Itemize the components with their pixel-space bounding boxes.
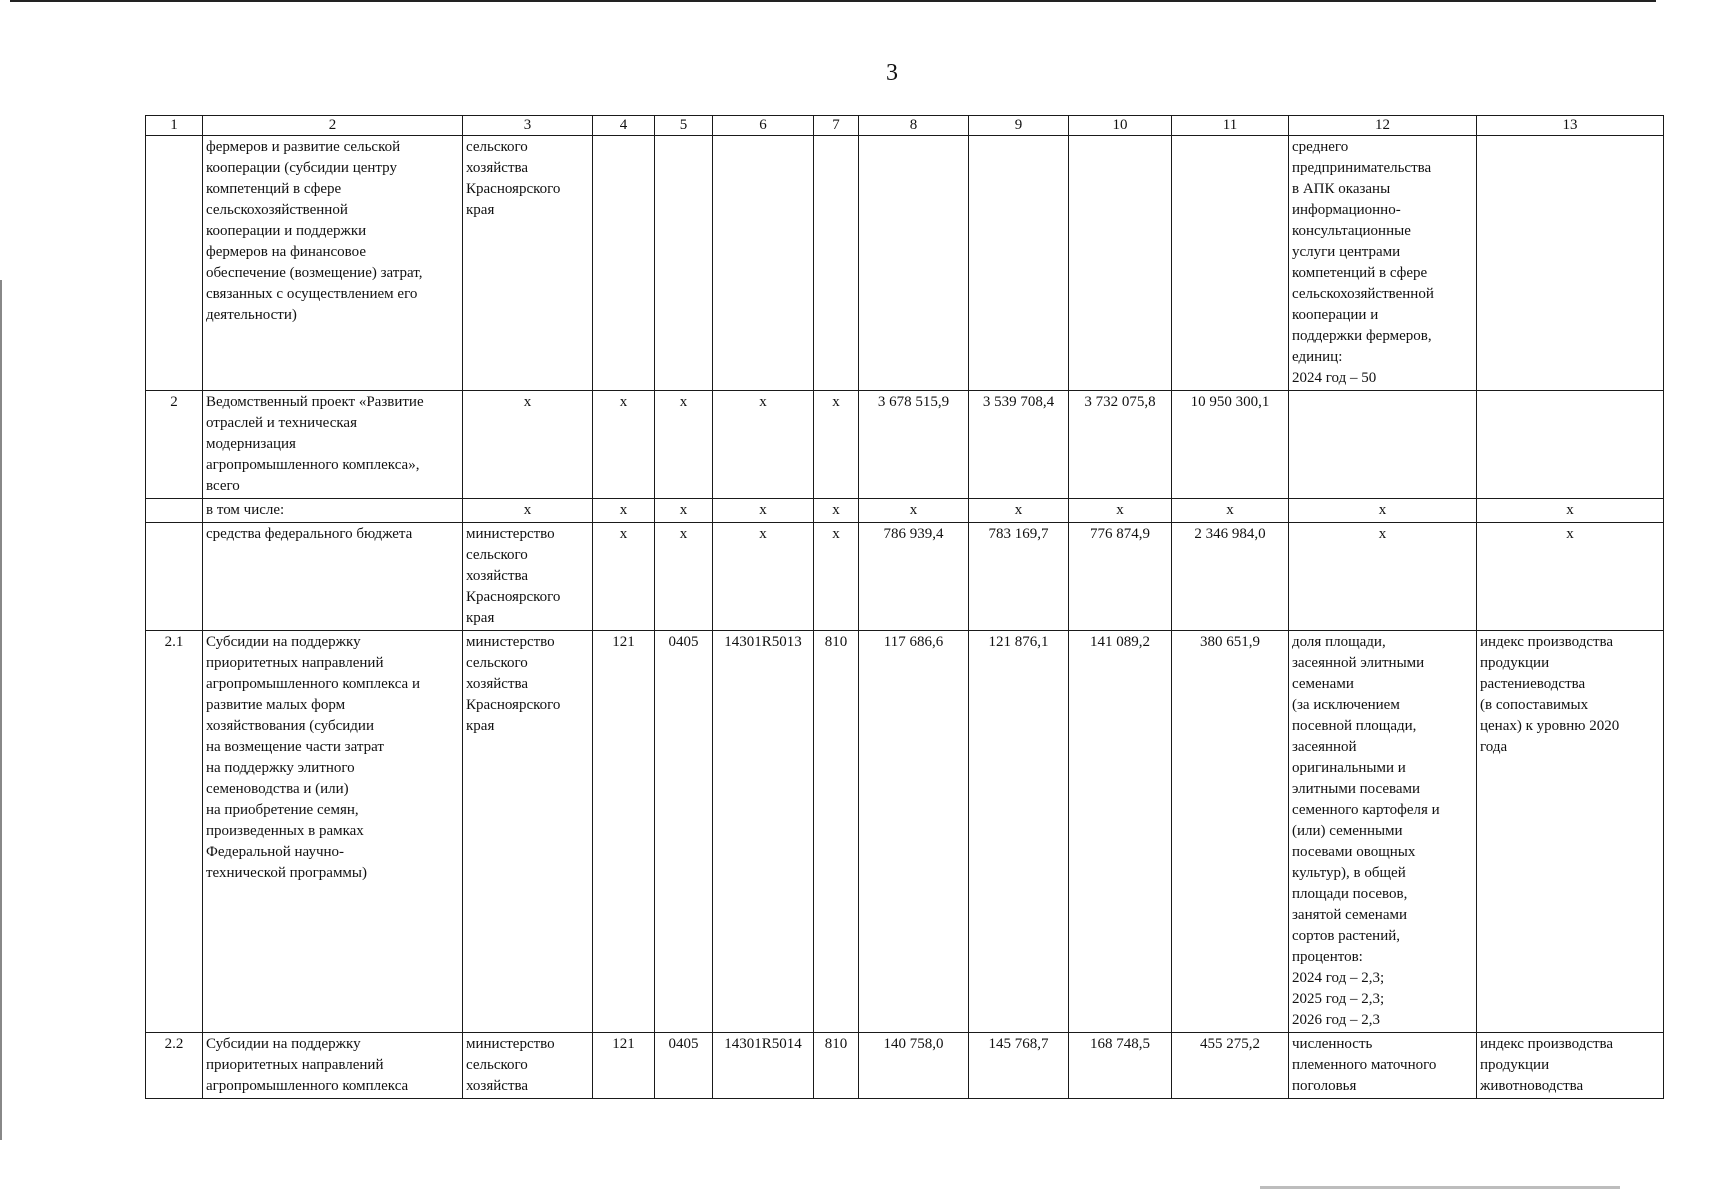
table-row [146, 523, 1664, 631]
cell-description: Ведомственный проект «Развитие отраслей и техническая модернизация агропромышленного комплекса», всего [203, 391, 463, 499]
cell-col10 [1069, 136, 1172, 391]
cell-indicator: x [1289, 499, 1477, 523]
cell-col10: x [1069, 499, 1172, 523]
column-header: 6 [713, 116, 814, 136]
cell-col6 [713, 136, 814, 391]
cell-description: в том числе: [203, 499, 463, 523]
cell-indicator: доля площади, засеянной элитными семенами (за исключением посевной площади, засеянной оригинальными и элитными посевами семенного картофеля и (или) семенными посевами овощных культур), в общей площади посевов, занятой семенами сортов растений, процентов: 2024 год – 2,3; 2025 год – 2,3; 2026 год – 2,3 [1289, 631, 1477, 1033]
cell-col9: 783 169,7 [969, 523, 1069, 631]
cell-indicator: численность племенного маточного поголовья [1289, 1033, 1477, 1099]
cell-col9 [969, 136, 1069, 391]
cell-col6: 14301R5014 [713, 1033, 814, 1099]
cell-col11: x [1172, 499, 1289, 523]
cell-executor: x [463, 391, 593, 499]
column-header: 13 [1477, 116, 1664, 136]
cell-col7: 810 [814, 631, 859, 1033]
cell-col8: 140 758,0 [859, 1033, 969, 1099]
cell-col10: 141 089,2 [1069, 631, 1172, 1033]
cell-number [146, 136, 203, 391]
cell-result: индекс производства продукции растениеводства (в сопоставимых ценах) к уровню 2020 года [1477, 631, 1664, 1033]
cell-col6: x [713, 391, 814, 499]
cell-number: 2.1 [146, 631, 203, 1033]
cell-col4: 121 [593, 1033, 655, 1099]
cell-col7: 810 [814, 1033, 859, 1099]
cell-col10: 776 874,9 [1069, 523, 1172, 631]
column-header: 4 [593, 116, 655, 136]
cell-number: 2 [146, 391, 203, 499]
cell-col5: 0405 [655, 1033, 713, 1099]
scan-edge-top [10, 0, 1656, 2]
cell-col4: x [593, 499, 655, 523]
cell-col4: 121 [593, 631, 655, 1033]
column-header: 9 [969, 116, 1069, 136]
cell-col8 [859, 136, 969, 391]
cell-executor: министерство сельского хозяйства [463, 1033, 593, 1099]
cell-col7 [814, 136, 859, 391]
cell-number: 2.2 [146, 1033, 203, 1099]
column-header: 7 [814, 116, 859, 136]
column-header: 1 [146, 116, 203, 136]
cell-indicator [1289, 391, 1477, 499]
cell-description: Субсидии на поддержку приоритетных направлений агропромышленного комплекса [203, 1033, 463, 1099]
column-header: 3 [463, 116, 593, 136]
cell-col8: x [859, 499, 969, 523]
table-row [146, 499, 1664, 523]
cell-result: x [1477, 523, 1664, 631]
column-number-row [146, 116, 1664, 136]
cell-result: x [1477, 499, 1664, 523]
cell-indicator: x [1289, 523, 1477, 631]
column-header: 11 [1172, 116, 1289, 136]
cell-col9: 3 539 708,4 [969, 391, 1069, 499]
page-number: 3 [886, 60, 898, 86]
cell-col5: x [655, 391, 713, 499]
cell-result [1477, 136, 1664, 391]
column-header: 12 [1289, 116, 1477, 136]
cell-col9: 145 768,7 [969, 1033, 1069, 1099]
cell-executor: x [463, 499, 593, 523]
scan-edge-left [0, 280, 2, 1140]
cell-result: индекс производства продукции животноводства [1477, 1033, 1664, 1099]
cell-col5 [655, 136, 713, 391]
cell-col6: 14301R5013 [713, 631, 814, 1033]
cell-number [146, 523, 203, 631]
cell-col8: 3 678 515,9 [859, 391, 969, 499]
cell-col7: x [814, 391, 859, 499]
cell-col6: x [713, 499, 814, 523]
cell-description: средства федерального бюджета [203, 523, 463, 631]
column-header: 8 [859, 116, 969, 136]
cell-col11: 2 346 984,0 [1172, 523, 1289, 631]
table-row [146, 1033, 1664, 1099]
table-row [146, 391, 1664, 499]
cell-col5: 0405 [655, 631, 713, 1033]
cell-col8: 786 939,4 [859, 523, 969, 631]
table-row [146, 136, 1664, 391]
cell-col5: x [655, 523, 713, 631]
cell-col11 [1172, 136, 1289, 391]
cell-col7: x [814, 499, 859, 523]
cell-col4: x [593, 391, 655, 499]
cell-col4 [593, 136, 655, 391]
cell-col6: x [713, 523, 814, 631]
cell-col9: 121 876,1 [969, 631, 1069, 1033]
column-header: 5 [655, 116, 713, 136]
cell-description: Субсидии на поддержку приоритетных направлений агропромышленного комплекса и развитие малых форм хозяйствования (субсидии на возмещение части затрат на поддержку элитного семеноводства и (или) на приобретение семян, произведенных в рамках Федеральной научно- технической программы) [203, 631, 463, 1033]
column-header: 2 [203, 116, 463, 136]
budget-table [145, 115, 1664, 1099]
cell-number [146, 499, 203, 523]
cell-result [1477, 391, 1664, 499]
cell-executor: сельского хозяйства Красноярского края [463, 136, 593, 391]
cell-indicator: среднего предпринимательства в АПК оказаны информационно- консультационные услуги центрами компетенций в сфере сельскохозяйственной кооперации и поддержки фермеров, единиц: 2024 год – 50 [1289, 136, 1477, 391]
cell-description: фермеров и развитие сельской кооперации (субсидии центру компетенций в сфере сельскохозяйственной кооперации и поддержки фермеров на финансовое обеспечение (возмещение) затрат, связанных с осуществлением его деятельности) [203, 136, 463, 391]
cell-col4: x [593, 523, 655, 631]
cell-col11: 455 275,2 [1172, 1033, 1289, 1099]
cell-col8: 117 686,6 [859, 631, 969, 1033]
column-header: 10 [1069, 116, 1172, 136]
cell-col10: 3 732 075,8 [1069, 391, 1172, 499]
scan-smudge-bottom [1260, 1186, 1620, 1189]
cell-col10: 168 748,5 [1069, 1033, 1172, 1099]
cell-col9: x [969, 499, 1069, 523]
cell-col11: 380 651,9 [1172, 631, 1289, 1033]
cell-executor: министерство сельского хозяйства Красноярского края [463, 523, 593, 631]
cell-executor: министерство сельского хозяйства Красноярского края [463, 631, 593, 1033]
cell-col7: x [814, 523, 859, 631]
cell-col5: x [655, 499, 713, 523]
cell-col11: 10 950 300,1 [1172, 391, 1289, 499]
table-row [146, 631, 1664, 1033]
